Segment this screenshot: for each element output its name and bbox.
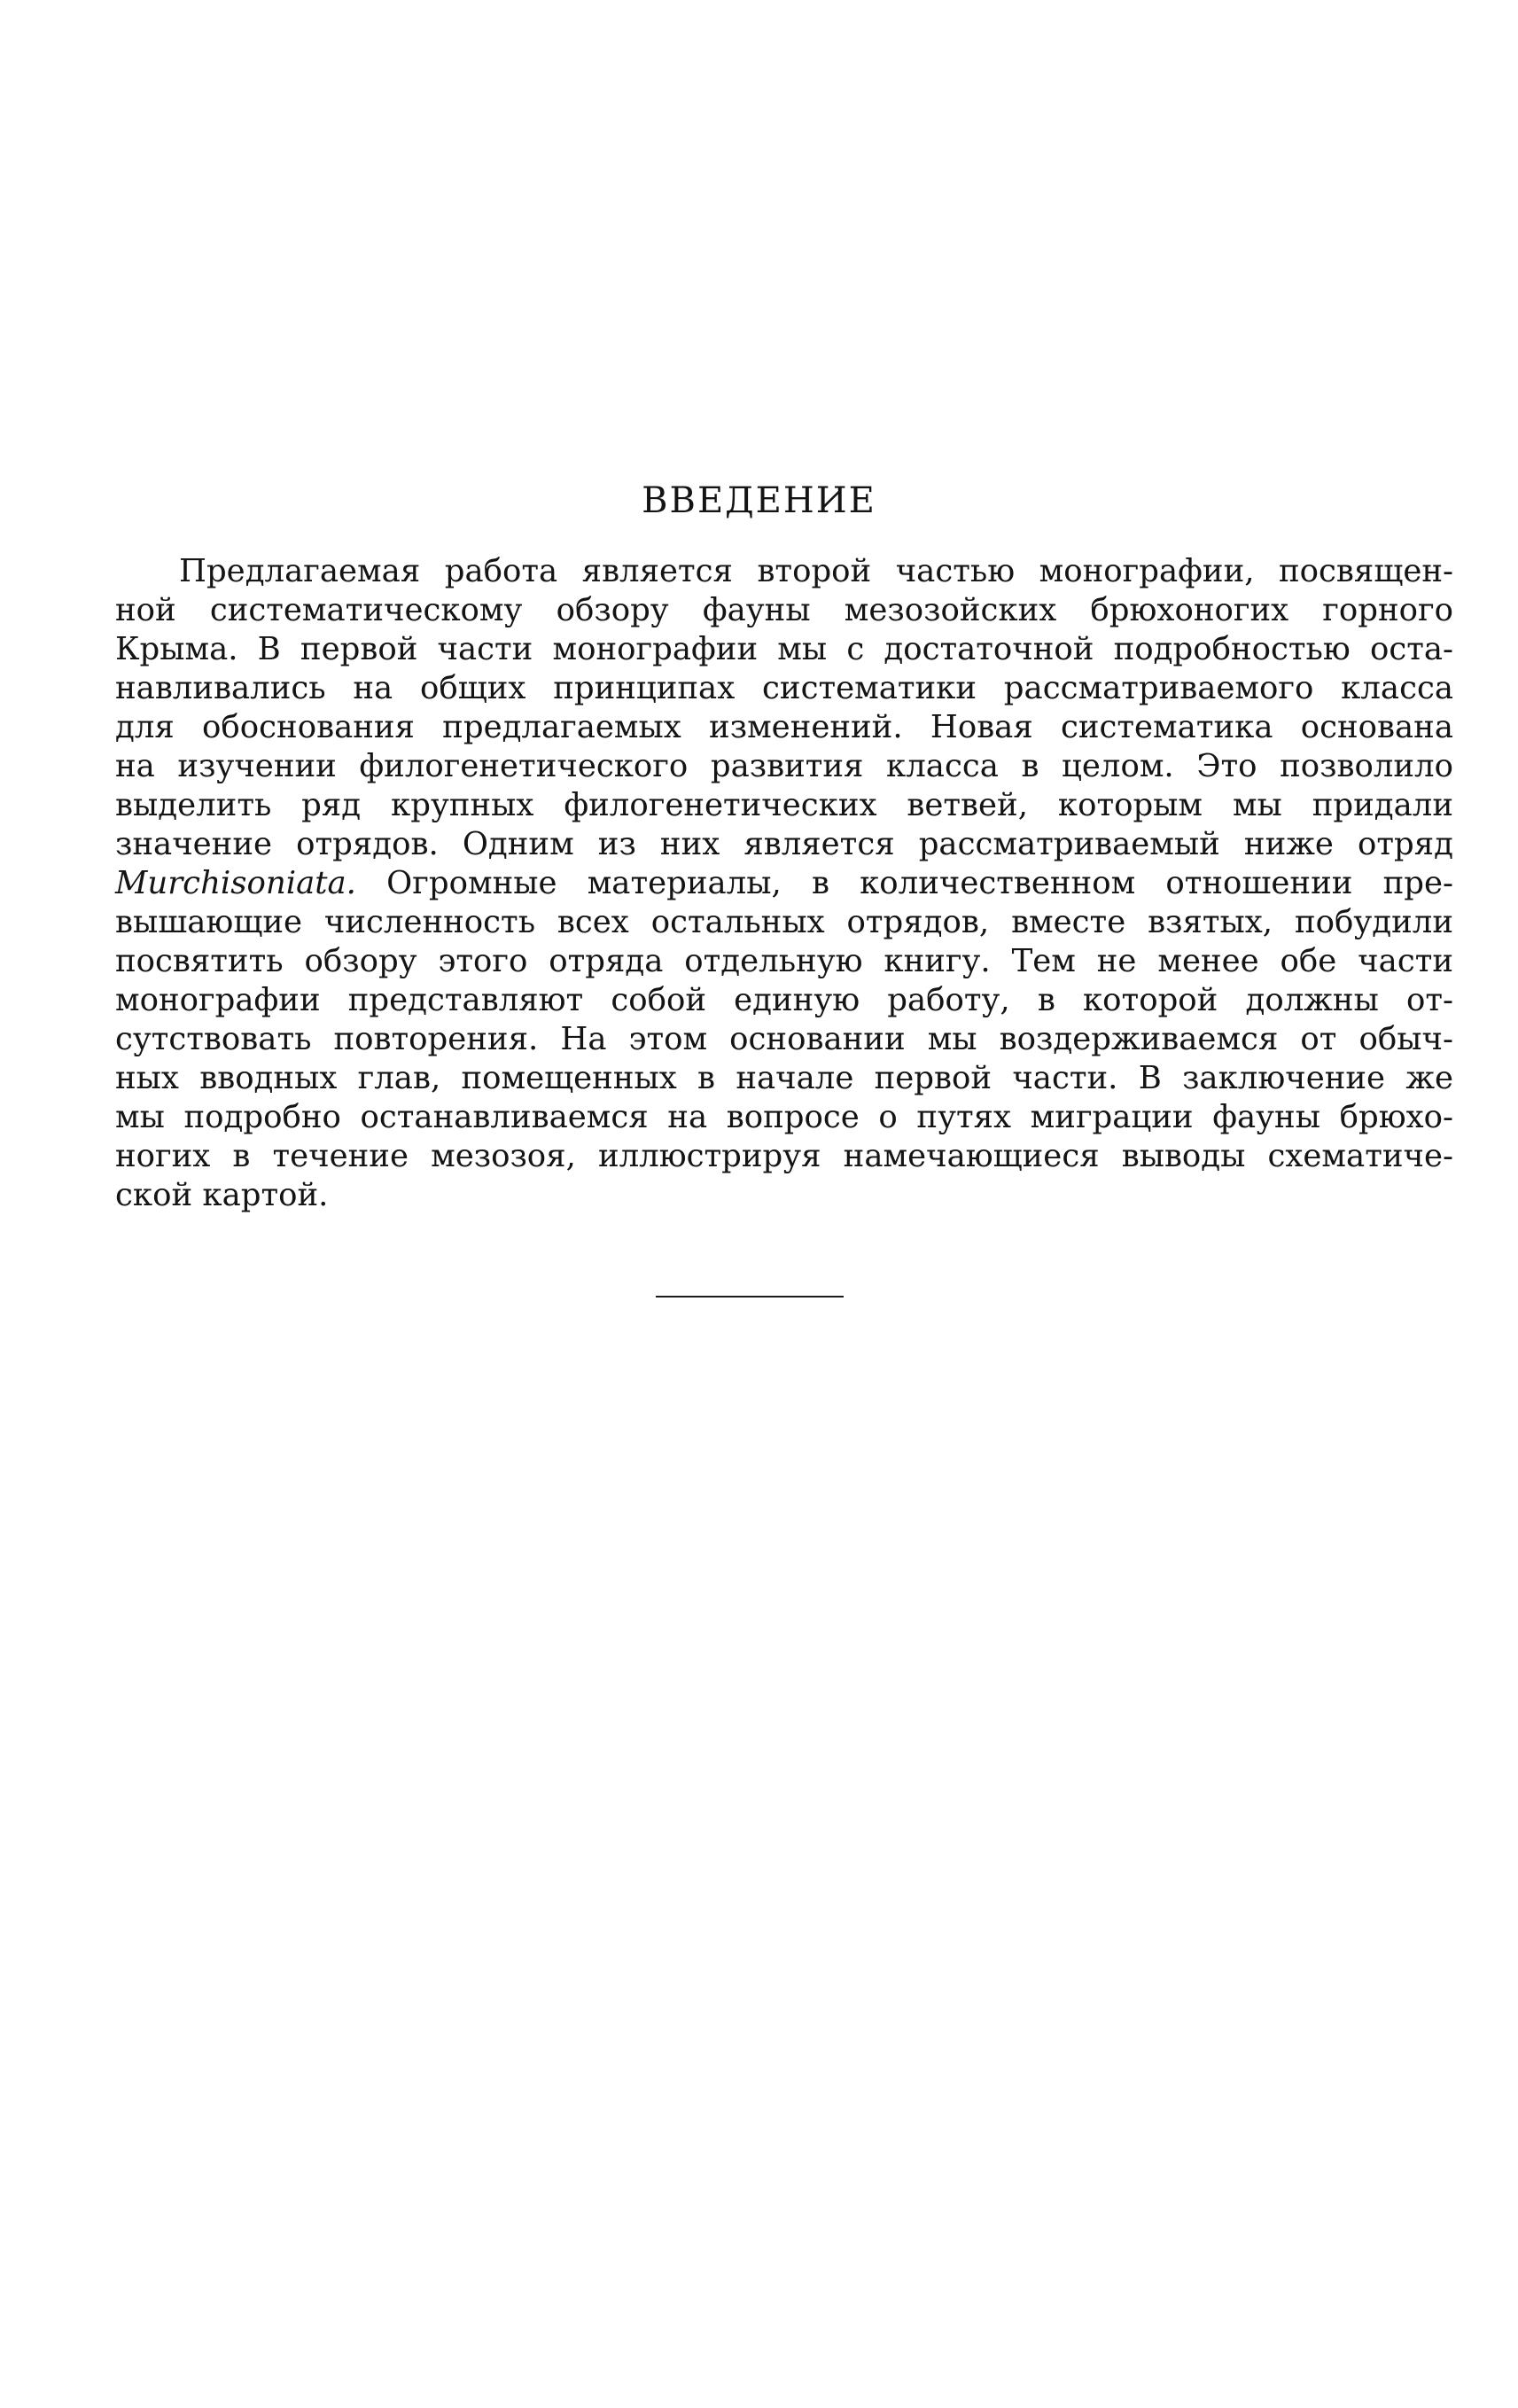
text-line-with-taxon xyxy=(115,864,1453,903)
text-line: сутствовать повторения. На этом основании мы воздерживаемся от обыч- xyxy=(115,1021,1453,1057)
text-line: Предлагаемая работа является второй частью монографии, посвящен- xyxy=(179,553,1453,589)
section-heading: ВВЕДЕНИЕ xyxy=(642,480,876,521)
taxon-name: Murchisoniata. xyxy=(115,865,356,901)
text-line: для обоснования предлагаемых изменений. Новая систематика основана xyxy=(115,709,1453,745)
text-line: ской картой. xyxy=(115,1177,329,1213)
text-line: выделить ряд крупных филогенетических ветвей, которым мы придали xyxy=(115,787,1453,823)
text-line: на изучении филогенетического развития класса в целом. Это позволило xyxy=(115,748,1453,784)
text-line: посвятить обзору этого отряда отдельную книгу. Тем не менее обе части xyxy=(115,943,1453,979)
text-line: вышающие численность всех остальных отрядов, вместе взятых, побудили xyxy=(115,904,1453,940)
text-line: Крыма. В первой части монографии мы с достаточной подробностью оста- xyxy=(115,631,1453,667)
text-line: мы подробно останавливаемся на вопросе о путях миграции фауны брюхо- xyxy=(115,1099,1453,1135)
text-line: ной систематическому обзору фауны мезозойских брюхоногих горного xyxy=(115,592,1453,628)
text-line: ных вводных глав, помещенных в начале первой части. В заключение же xyxy=(115,1060,1453,1096)
introduction-paragraph xyxy=(115,552,1453,1215)
section-divider xyxy=(656,1296,844,1298)
text-line-rest: Огромные материалы, в количественном отношении пре- xyxy=(386,865,1453,901)
text-line: монографии представляют собой единую работу, в которой должны от- xyxy=(115,982,1453,1018)
text-line: значение отрядов. Одним из них является рассматриваемый ниже отряд xyxy=(115,826,1453,862)
text-line: ногих в течение мезозоя, иллюстрируя намечающиеся выводы схематиче- xyxy=(115,1138,1453,1174)
text-line: навливались на общих принципах систематики рассматриваемого класса xyxy=(115,670,1453,706)
